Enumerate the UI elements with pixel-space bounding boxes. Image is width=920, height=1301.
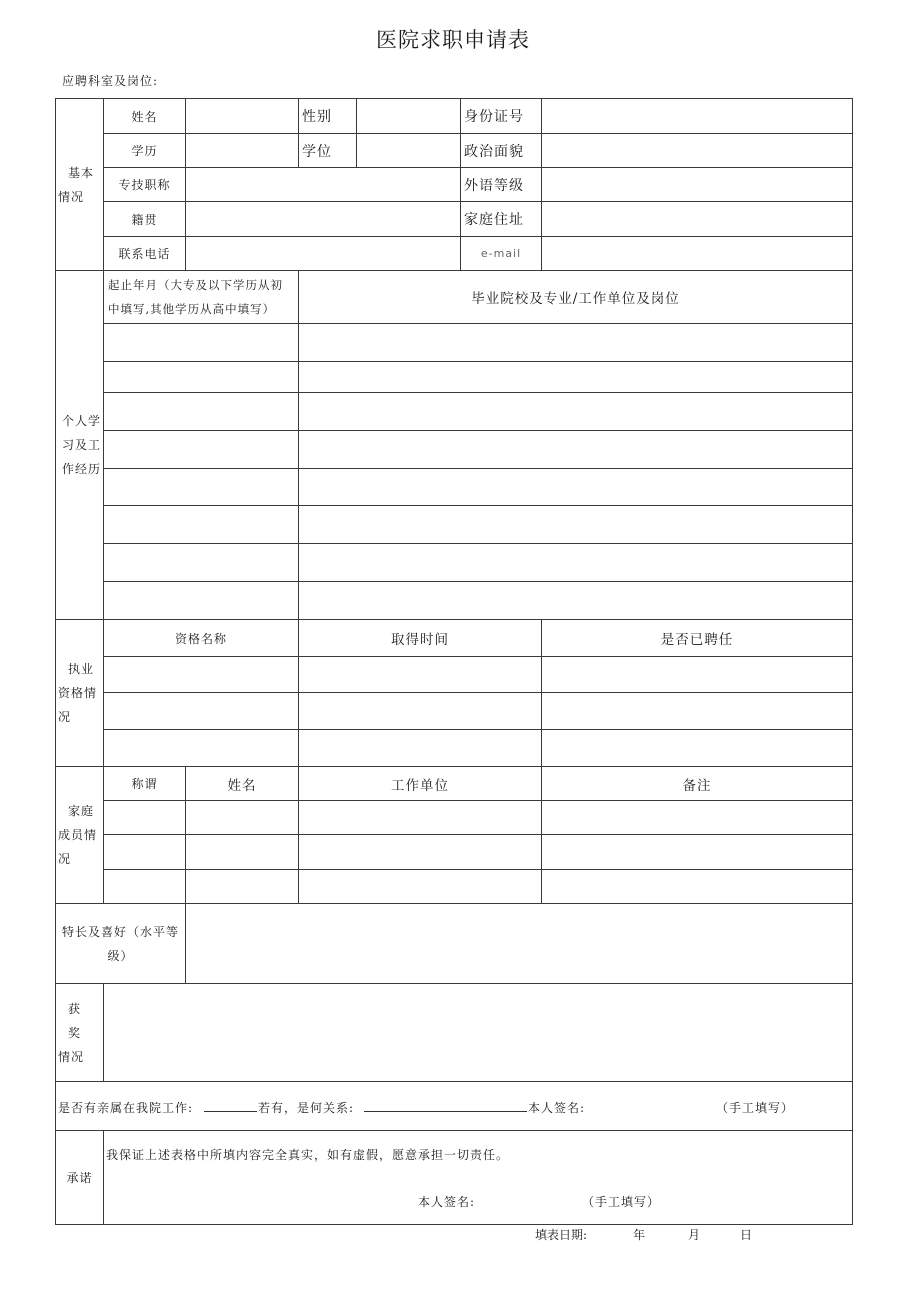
family-name-cell[interactable] — [186, 835, 299, 870]
position-label: 应聘科室及岗位: — [62, 74, 159, 88]
qualification-header-name: 资格名称 — [104, 620, 299, 657]
label-home-address: 家庭住址 — [461, 202, 542, 237]
history-detail-cell[interactable] — [299, 324, 853, 362]
label-promise: 承诺 — [56, 1131, 104, 1225]
label-name: 姓名 — [104, 99, 186, 134]
field-education[interactable] — [186, 134, 299, 168]
qualification-date-cell[interactable] — [299, 657, 542, 693]
family-notes-cell[interactable] — [542, 835, 853, 870]
family-workplace-cell[interactable] — [299, 835, 542, 870]
fill-date-month: 月 — [688, 1228, 701, 1242]
relatives-row — [56, 1082, 853, 1131]
label-native-place: 籍贯 — [104, 202, 186, 237]
family-notes-cell[interactable] — [542, 870, 853, 904]
label-id-number: 身份证号 — [461, 99, 542, 134]
label-degree: 学位 — [299, 134, 357, 168]
history-dates-cell[interactable] — [104, 506, 299, 544]
history-detail-cell[interactable] — [299, 582, 853, 620]
qualification-header-employed: 是否已聘任 — [542, 620, 853, 657]
fill-date-label: 填表日期: — [535, 1228, 588, 1242]
field-phone[interactable] — [186, 237, 461, 271]
family-name-cell[interactable] — [186, 870, 299, 904]
promise-handwritten-note: （手工填写） — [582, 1195, 661, 1209]
section-basic-info: 基本 情况 — [56, 99, 104, 271]
qualification-header-date: 取得时间 — [299, 620, 542, 657]
history-dates-cell[interactable] — [104, 582, 299, 620]
field-home-address[interactable] — [542, 202, 853, 237]
relatives-question: 是否有亲属在我院工作: — [58, 1101, 194, 1115]
relatives-relation-label: 若有，是何关系: — [258, 1101, 355, 1115]
qualification-employed-cell[interactable] — [542, 693, 853, 730]
field-email[interactable] — [542, 237, 853, 271]
history-detail-cell[interactable] — [299, 506, 853, 544]
section-family: 家庭 成员情 况 — [56, 767, 104, 904]
qualification-date-cell[interactable] — [299, 730, 542, 767]
application-form-table — [55, 98, 853, 1225]
field-id-number[interactable] — [542, 99, 853, 134]
promise-signature-label: 本人签名: — [418, 1195, 476, 1209]
history-dates-cell[interactable] — [104, 362, 299, 393]
relatives-signature-label: 本人签名: — [528, 1101, 586, 1115]
history-dates-cell[interactable] — [104, 324, 299, 362]
history-header-school-work: 毕业院校及专业/工作单位及岗位 — [299, 271, 853, 324]
promise-cell — [104, 1131, 853, 1225]
qualification-employed-cell[interactable] — [542, 730, 853, 767]
label-political-status: 政治面貌 — [461, 134, 542, 168]
label-phone: 联系电话 — [104, 237, 186, 271]
qualification-employed-cell[interactable] — [542, 657, 853, 693]
family-name-cell[interactable] — [186, 801, 299, 835]
field-name[interactable] — [186, 99, 299, 134]
field-gender[interactable] — [357, 99, 461, 134]
family-notes-cell[interactable] — [542, 801, 853, 835]
label-gender: 性别 — [299, 99, 357, 134]
history-detail-cell[interactable] — [299, 544, 853, 582]
field-political-status[interactable] — [542, 134, 853, 168]
promise-text: 我保证上述表格中所填内容完全真实，如有虚假，愿意承担一切责任。 — [106, 1148, 510, 1162]
relatives-relation-blank[interactable] — [364, 1100, 527, 1112]
history-detail-cell[interactable] — [299, 393, 853, 431]
label-professional-title: 专技职称 — [104, 168, 186, 202]
field-language-level[interactable] — [542, 168, 853, 202]
relatives-answer-blank[interactable] — [204, 1100, 257, 1112]
history-detail-cell[interactable] — [299, 469, 853, 506]
label-email: e-mail — [461, 237, 542, 271]
history-dates-cell[interactable] — [104, 431, 299, 469]
family-relation-cell[interactable] — [104, 835, 186, 870]
form-title: 医院求职申请表 — [376, 28, 530, 52]
history-detail-cell[interactable] — [299, 431, 853, 469]
label-hobbies: 特长及喜好（水平等 级） — [56, 904, 186, 984]
fill-date-year: 年 — [633, 1228, 646, 1242]
section-history: 个人学 习及工 作经历 — [56, 271, 104, 620]
field-awards[interactable] — [104, 984, 853, 1082]
family-header-workplace: 工作单位 — [299, 767, 542, 801]
qualification-name-cell[interactable] — [104, 730, 299, 767]
field-hobbies[interactable] — [186, 904, 853, 984]
qualification-name-cell[interactable] — [104, 657, 299, 693]
family-workplace-cell[interactable] — [299, 801, 542, 835]
field-native-place[interactable] — [186, 202, 461, 237]
family-header-name: 姓名 — [186, 767, 299, 801]
fill-date-day: 日 — [740, 1228, 753, 1242]
field-professional-title[interactable] — [186, 168, 461, 202]
family-workplace-cell[interactable] — [299, 870, 542, 904]
history-header-dates: 起止年月（大专及以下学历从初 中填写,其他学历从高中填写） — [104, 271, 299, 324]
family-header-relation: 称谓 — [104, 767, 186, 801]
history-detail-cell[interactable] — [299, 362, 853, 393]
relatives-handwritten-note: （手工填写） — [716, 1101, 795, 1115]
label-education: 学历 — [104, 134, 186, 168]
section-awards: 获 奖 情况 — [56, 984, 104, 1082]
qualification-name-cell[interactable] — [104, 693, 299, 730]
field-degree[interactable] — [357, 134, 461, 168]
family-relation-cell[interactable] — [104, 870, 186, 904]
history-dates-cell[interactable] — [104, 393, 299, 431]
history-dates-cell[interactable] — [104, 544, 299, 582]
history-dates-cell[interactable] — [104, 469, 299, 506]
family-relation-cell[interactable] — [104, 801, 186, 835]
family-header-notes: 备注 — [542, 767, 853, 801]
section-qualification: 执业 资格情 况 — [56, 620, 104, 767]
label-language-level: 外语等级 — [461, 168, 542, 202]
qualification-date-cell[interactable] — [299, 693, 542, 730]
